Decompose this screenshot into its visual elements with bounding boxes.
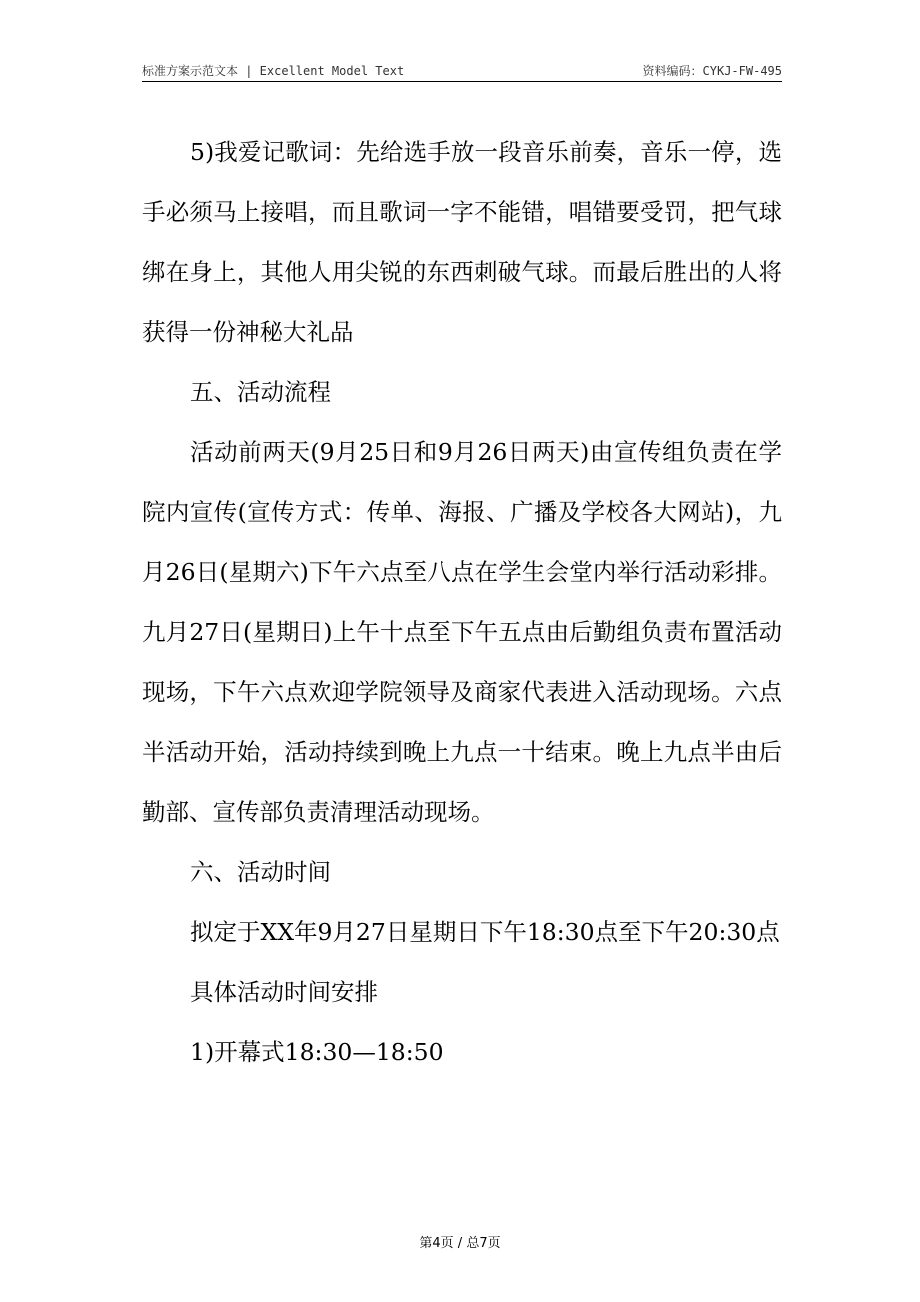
paragraph-schedule-title: 具体活动时间安排 <box>190 978 378 1006</box>
document-body <box>142 122 782 1082</box>
page-header <box>142 62 782 82</box>
section-heading-process: 五、活动流程 <box>190 378 331 406</box>
paragraph-process: 活动前两天(9月25日和9月26日两天)由宣传组负责在学院内宣传(宣传方式：传单、海报、广播及学校各大网站)，九月26日(星期六)下午六点至八点在学生会堂内举行活动彩排。九月27日(星期日)上午十点至下午五点由后勤组负责布置活动现场，下午六点欢迎学院领导及商家代表进入活动现场。六点半活动开始，活动持续到晚上九点一十结束。晚上九点半由后勤部、宣传部负责清理活动现场。 <box>142 438 782 826</box>
header-divider <box>142 81 782 82</box>
section-heading-time: 六、活动时间 <box>190 858 331 886</box>
document-code: 资料编码：CYKJ-FW-495 <box>642 64 782 78</box>
header-title: 标准方案示范文本 | Excellent Model Text <box>142 64 405 78</box>
page-number: 第4页 / 总7页 <box>419 1236 501 1251</box>
paragraph-game-lyrics: 5)我爱记歌词：先给选手放一段音乐前奏，音乐一停，选手必须马上接唱，而且歌词一字不能错，唱错要受罚，把气球绑在身上，其他人用尖锐的东西刺破气球。而最后胜出的人将获得一份神秘大礼品 <box>142 138 782 346</box>
paragraph-time: 拟定于XX年9月27日星期日下午18:30点至下午20:30点 <box>190 918 780 946</box>
paragraph-opening: 1)开幕式18:30—18:50 <box>190 1038 444 1066</box>
